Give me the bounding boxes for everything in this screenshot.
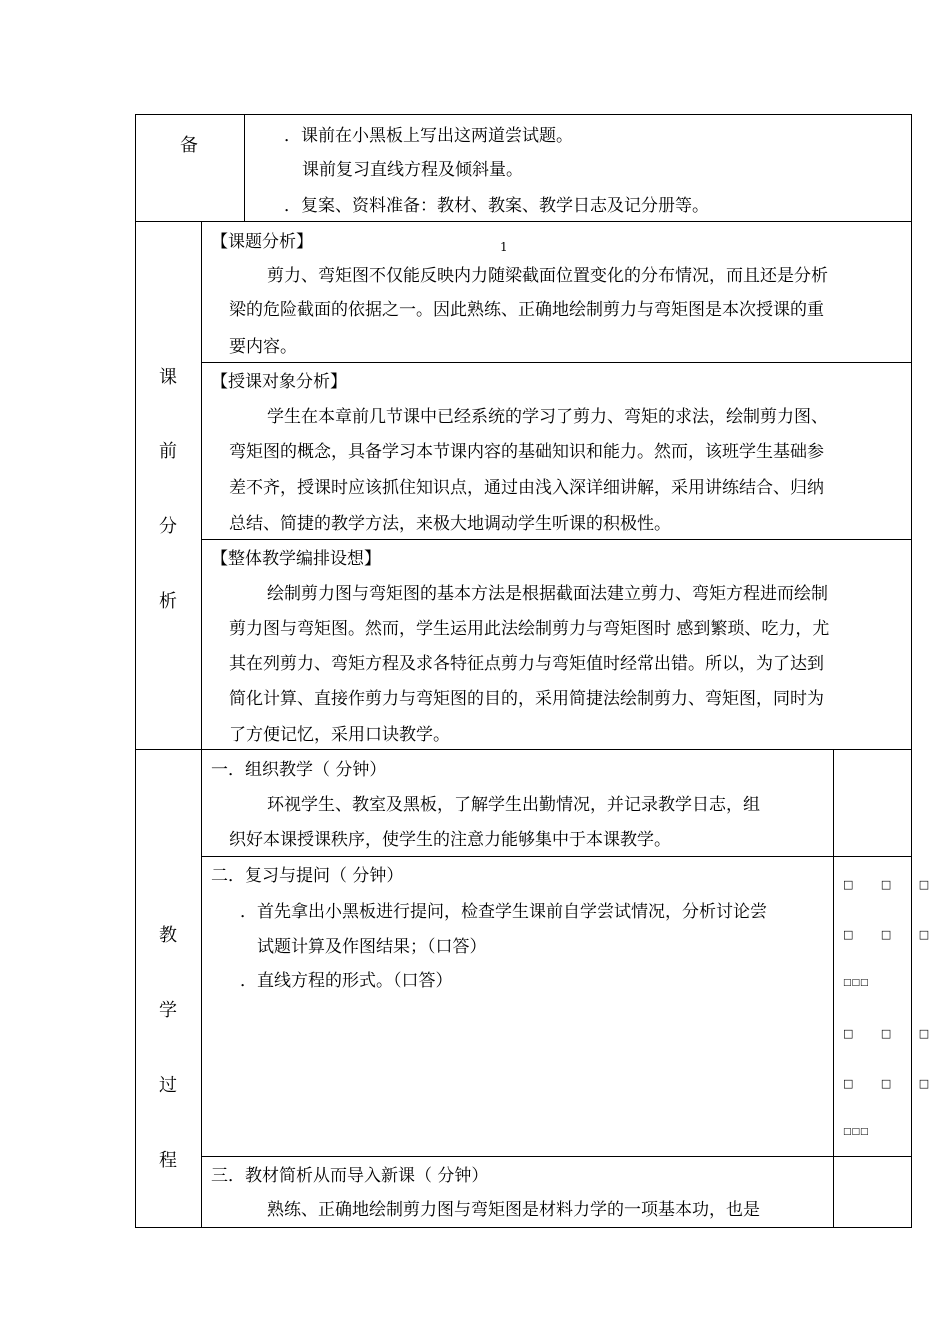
prep-item-1: ．课前在小黑板上写出这两道尝试题。 (284, 126, 573, 146)
side-note-6: □□□ (843, 1127, 869, 1137)
page-number: 1 (500, 240, 508, 254)
topic-analysis-line-2: 梁的危险截面的依据之一。因此熟练、正确地绘制剪力与弯矩图是本次授课的重 (229, 300, 824, 320)
step-2-line-3: ．直线方程的形式。（口答） (240, 971, 453, 991)
plan-heading: 【整体教学编排设想】 (211, 549, 381, 569)
row-divider-topic (201, 362, 912, 363)
table-border-left (135, 114, 136, 1228)
process-label-char-4: 程 (159, 1150, 177, 1171)
analysis-label-char-1: 课 (159, 367, 177, 388)
audience-analysis-line-4: 总结、简捷的教学方法，来极大地调动学生听课的积极性。 (229, 514, 671, 534)
step-2-heading: 二．复习与提问（ 分钟） (211, 866, 404, 886)
row-divider-prep (135, 221, 912, 222)
table-border-right (911, 114, 912, 1228)
prep-divider (244, 114, 245, 221)
step-3-heading: 三．教材简析从而导入新课（ 分钟） (211, 1166, 489, 1186)
process-label-char-2: 学 (159, 1000, 177, 1021)
side-note-1: □ □ □ (843, 878, 942, 891)
topic-analysis-line-3: 要内容。 (229, 337, 297, 357)
side-note-4: □ □ □ (843, 1027, 942, 1040)
plan-line-4: 简化计算、直接作剪力与弯矩图的目的，采用简捷法绘制剪力、弯矩图，同时为 (229, 689, 824, 709)
audience-analysis-line-1: 学生在本章前几节课中已经系统的学习了剪力、弯矩的求法，绘制剪力图、 (267, 407, 828, 427)
table-border-top (135, 114, 912, 115)
plan-line-1: 绘制剪力图与弯矩图的基本方法是根据截面法建立剪力、弯矩方程进而绘制 (267, 584, 828, 604)
side-note-3: □□□ (843, 978, 869, 988)
audience-analysis-line-3: 差不齐，授课时应该抓住知识点，通过由浅入深详细讲解，采用讲练结合、归纳 (229, 478, 824, 498)
analysis-divider (201, 221, 202, 1228)
prep-item-2: 课前复习直线方程及倾斜量。 (302, 160, 523, 180)
plan-line-5: 了方便记忆，采用口诀教学。 (229, 725, 450, 745)
row-divider-step2 (201, 1156, 912, 1157)
audience-analysis-heading: 【授课对象分析】 (211, 372, 347, 392)
side-note-5: □ □ □ (843, 1077, 942, 1090)
row-divider-audience (201, 539, 912, 540)
step-1-line-1: 环视学生、教室及黑板，了解学生出勤情况，并记录教学日志，组 (267, 795, 760, 815)
step-1-heading: 一．组织教学（ 分钟） (211, 760, 387, 780)
process-label-char-1: 教 (159, 925, 177, 946)
topic-analysis-heading: 【课题分析】 (211, 232, 313, 252)
plan-line-2: 剪力图与弯矩图。然而，学生运用此法绘制剪力与弯矩图时 感到繁琐、吃力，尤 (229, 619, 830, 639)
analysis-label-char-4: 析 (159, 591, 177, 612)
analysis-label-char-3: 分 (159, 516, 177, 537)
audience-analysis-line-2: 弯矩图的概念，具备学习本节课内容的基础知识和能力。然而，该班学生基础参 (229, 442, 824, 462)
row-divider-analysis-end (135, 749, 912, 750)
topic-analysis-line-1: 剪力、弯矩图不仅能反映内力随梁截面位置变化的分布情况，而且还是分析 (267, 266, 828, 286)
side-note-2: □ □ □ (843, 928, 942, 941)
step-2-line-1: ．首先拿出小黑板进行提问，检查学生课前自学尝试情况，分析讨论尝 (240, 902, 767, 922)
prep-label: 备 (180, 135, 198, 156)
analysis-label-char-2: 前 (159, 441, 177, 462)
process-label-char-3: 过 (159, 1075, 177, 1096)
step-2-line-2: 试题计算及作图结果；（口答） (257, 937, 487, 957)
table-border-bottom (135, 1227, 912, 1228)
prep-item-3: ．复案、资料准备：教材、教案、教学日志及记分册等。 (284, 196, 709, 216)
row-divider-step1 (201, 856, 912, 857)
step-3-line-1: 熟练、正确地绘制剪力图与弯矩图是材料力学的一项基本功，也是 (267, 1200, 760, 1220)
step-1-line-2: 织好本课授课秩序，使学生的注意力能够集中于本课教学。 (229, 830, 671, 850)
plan-line-3: 其在列剪力、弯矩方程及求各特征点剪力与弯矩值时经常出错。所以，为了达到 (229, 654, 824, 674)
